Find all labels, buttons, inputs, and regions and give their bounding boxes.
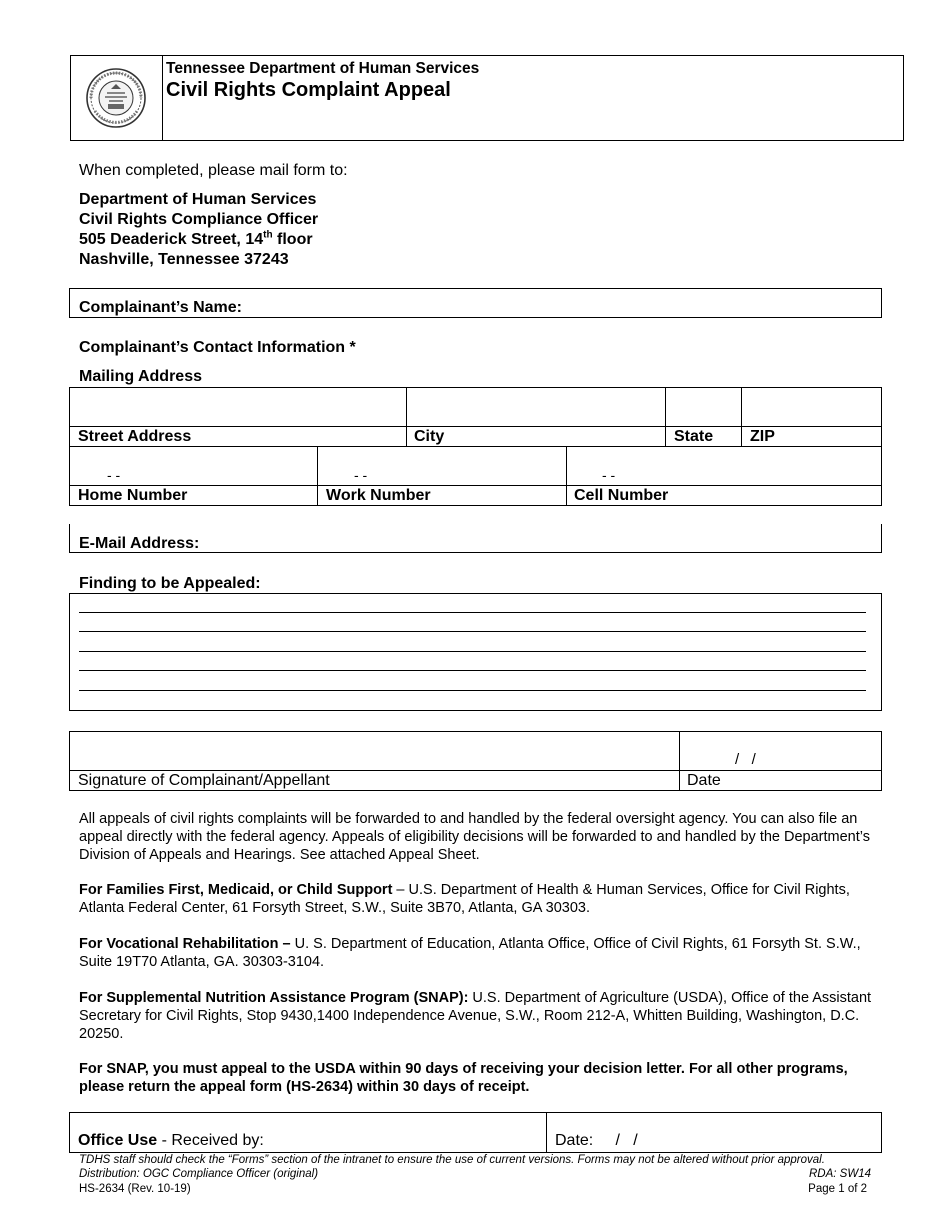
mailing-address-heading: Mailing Address xyxy=(79,368,202,385)
header-divider xyxy=(162,55,163,141)
work-number-dashes: - - xyxy=(354,467,368,483)
office-use-date: Date: / / xyxy=(555,1132,638,1149)
footer-form-number: HS-2634 (Rev. 10-19) xyxy=(79,1183,191,1195)
form-title: Civil Rights Complaint Appeal xyxy=(166,79,451,101)
work-number-label: Work Number xyxy=(326,487,431,504)
mail-line-3: 505 Deaderick Street, 14th floor xyxy=(79,229,313,248)
snap-deadline-notice: For SNAP, you must appeal to the USDA within 90 days of receiving your decision letter. For all other programs, please return the appeal form (HS-2634) within 30 days of receipt. xyxy=(79,1061,848,1095)
signature-date-field[interactable] xyxy=(680,732,881,770)
street-address-label: Street Address xyxy=(78,428,192,445)
snap-paragraph: For Supplemental Nutrition Assistance Program (SNAP): U.S. Department of Agriculture (USDA), Office of the Assistant Secretary for Civil Rights, Stop 9430,1400 Independence Avenue, S.W., Room 212-A, Whitten Building, Washington, D.C. 20250. xyxy=(79,990,872,1042)
home-number-dashes: - - xyxy=(107,467,121,483)
phone-label-rule xyxy=(69,485,882,486)
mail-line-2: Civil Rights Compliance Officer xyxy=(79,211,319,228)
city-field[interactable] xyxy=(407,388,664,426)
zip-field[interactable] xyxy=(742,388,881,426)
state-seal xyxy=(83,67,149,129)
cell-number-dashes: - - xyxy=(602,467,616,483)
signature-field[interactable] xyxy=(70,732,678,770)
mail-address xyxy=(79,190,318,270)
city-label: City xyxy=(414,428,445,445)
finding-label: Finding to be Appealed: xyxy=(79,575,261,592)
state-field[interactable] xyxy=(666,388,740,426)
address-label-rule xyxy=(69,426,882,427)
date-label: Date xyxy=(687,772,721,789)
vocational-rehabilitation-paragraph: For Vocational Rehabilitation – U. S. Department of Education, Atlanta Office, Office of Civil Rights, 61 Forsyth St. S.W., Suite 19T70 Atlanta, GA. 30303-3104. xyxy=(79,936,861,970)
zip-label: ZIP xyxy=(750,428,775,445)
contact-heading: Complainant’s Contact Information * xyxy=(79,339,356,356)
home-number-label: Home Number xyxy=(78,487,188,504)
street-address-field[interactable] xyxy=(70,388,405,426)
email-label: E-Mail Address: xyxy=(79,535,200,552)
families-first-paragraph: For Families First, Medicaid, or Child Support – U.S. Department of Health & Human Services, Office for Civil Rights, Atlanta Federal Center, 61 Forsyth Street, S.W., Suite 3B70, Atlanta, GA 30303. xyxy=(79,882,850,916)
mail-line-4: Nashville, Tennessee 37243 xyxy=(79,251,289,268)
office-use-received-by: Office Use - Received by: xyxy=(78,1132,264,1149)
signature-label: Signature of Complainant/Appellant xyxy=(78,772,330,789)
mail-line-1: Department of Human Services xyxy=(79,191,317,208)
footer-rda: RDA: SW14 xyxy=(809,1168,871,1180)
cell-number-label: Cell Number xyxy=(574,487,669,504)
footer-page-number: Page 1 of 2 xyxy=(808,1183,867,1195)
finding-textarea[interactable] xyxy=(69,593,882,711)
appeals-paragraph: All appeals of civil rights complaints will be forwarded to and handled by the federal oversight agency. You can also file an appeal directly with the federal agency. Appeals of eligibility decisions will be forwarded to and handled by the Department’s Division of Appeals and Hearings. See attached Appeal Sheet. xyxy=(79,811,870,863)
state-label: State xyxy=(674,428,714,445)
department-name: Tennessee Department of Human Services xyxy=(166,60,480,77)
mail-intro: When completed, please mail form to: xyxy=(79,162,348,179)
signature-date-slashes: / / xyxy=(735,751,756,768)
footer-note: TDHS staff should check the “Forms” section of the intranet to ensure the use of current versions. Forms may not be altered without prior approval. xyxy=(79,1154,825,1166)
complainant-name-label: Complainant’s Name: xyxy=(79,299,242,316)
footer-distribution: Distribution: OGC Compliance Officer (original) xyxy=(79,1168,319,1180)
